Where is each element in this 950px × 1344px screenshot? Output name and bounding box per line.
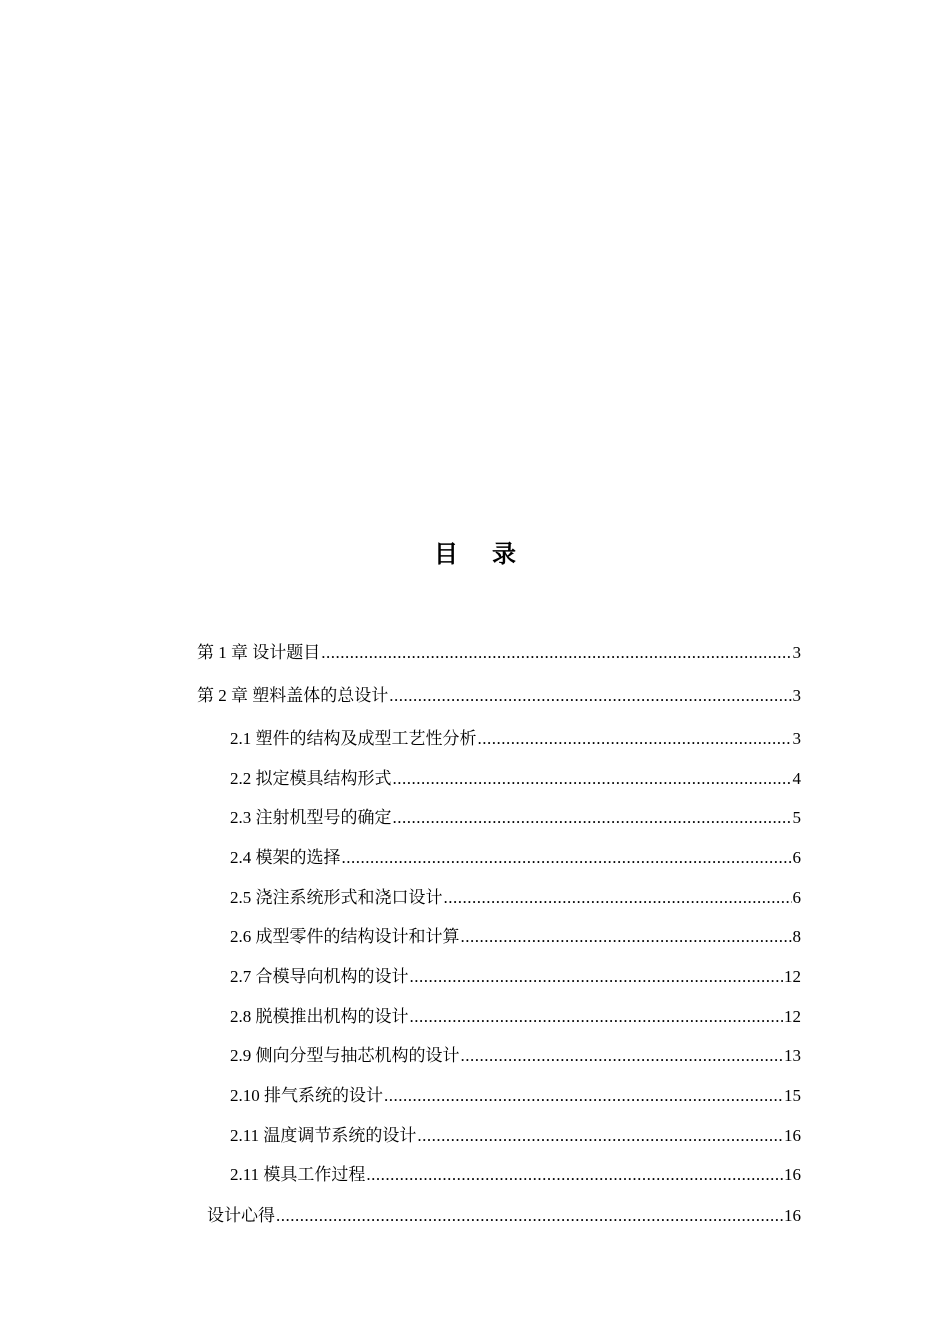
toc-dot-leader <box>341 846 792 870</box>
toc-entry-2-10[interactable] <box>230 1084 801 1108</box>
toc-page-number: 15 <box>784 1086 801 1105</box>
toc-entry-label: 2.8 脱模推出机构的设计 <box>230 1007 409 1026</box>
toc-page-number: 3 <box>792 729 801 748</box>
toc-page-number: 5 <box>792 808 801 827</box>
toc-entry-label: 第 2 章 塑料盖体的总设计 <box>197 686 389 705</box>
toc-dot-leader <box>409 1005 784 1029</box>
toc-entry-label: 2.11 温度调节系统的设计 <box>230 1126 417 1145</box>
toc-dot-leader <box>460 1044 784 1068</box>
toc-page-number: 16 <box>784 1165 801 1184</box>
toc-page-number: 3 <box>792 643 801 662</box>
toc-entry-chapter-1[interactable] <box>197 641 801 665</box>
toc-dot-leader <box>392 806 792 830</box>
toc-dot-leader <box>477 727 792 751</box>
toc-entry-2-6[interactable] <box>230 925 801 949</box>
toc-entry-label: 2.5 浇注系统形式和浇口设计 <box>230 888 443 907</box>
page-title-char-1: 目 <box>434 540 458 568</box>
toc-page-number: 3 <box>792 686 801 705</box>
toc-dot-leader <box>365 1163 783 1187</box>
toc-entry-label: 2.10 排气系统的设计 <box>230 1086 383 1105</box>
toc-entry-2-11[interactable] <box>230 1124 801 1148</box>
toc-entry-label: 2.1 塑件的结构及成型工艺性分析 <box>230 729 477 748</box>
toc-entry-2-9[interactable] <box>230 1044 801 1068</box>
toc-entry-label: 2.2 拟定模具结构形式 <box>230 769 392 788</box>
toc-dot-leader <box>443 886 792 910</box>
toc-page-number: 4 <box>792 769 801 788</box>
toc-dot-leader <box>320 641 791 665</box>
toc-entry-2-5[interactable] <box>230 886 801 910</box>
toc-entry-label: 设计心得 <box>207 1206 275 1225</box>
toc-dot-leader <box>392 767 792 791</box>
toc-entry-chapter-2[interactable] <box>197 684 801 708</box>
toc-dot-leader <box>416 1124 783 1148</box>
toc-dot-leader <box>275 1204 783 1228</box>
toc-page-number: 12 <box>784 967 801 986</box>
toc-entry-2-7[interactable] <box>230 965 801 989</box>
toc-entry-design-reflection[interactable] <box>207 1204 801 1228</box>
toc-page-number: 6 <box>792 848 801 867</box>
toc-dot-leader <box>383 1084 783 1108</box>
toc-entry-label: 2.6 成型零件的结构设计和计算 <box>230 927 460 946</box>
toc-page-number: 13 <box>784 1046 801 1065</box>
toc-entry-label: 2.11 模具工作过程 <box>230 1165 366 1184</box>
toc-page-number: 8 <box>792 927 801 946</box>
toc-entry-2-2[interactable] <box>230 767 801 791</box>
toc-entry-label: 第 1 章 设计题目 <box>197 643 321 662</box>
toc-page-number: 12 <box>784 1007 801 1026</box>
toc-page-number: 16 <box>784 1126 801 1145</box>
toc-entry-label: 2.7 合模导向机构的设计 <box>230 967 409 986</box>
toc-page-number: 16 <box>784 1206 801 1225</box>
toc-entry-2-3[interactable] <box>230 806 801 830</box>
toc-page-number: 6 <box>792 888 801 907</box>
page-title-char-2: 录 <box>492 540 516 568</box>
toc-dot-leader <box>460 925 792 949</box>
toc-entry-2-8[interactable] <box>230 1005 801 1029</box>
toc-dot-leader <box>388 684 791 708</box>
toc-entry-2-4[interactable] <box>230 846 801 870</box>
toc-entry-label: 2.3 注射机型号的确定 <box>230 808 392 827</box>
toc-entry-2-1[interactable] <box>230 727 801 751</box>
toc-entry-label: 2.4 模架的选择 <box>230 848 341 867</box>
toc-entry-2-11b[interactable] <box>230 1163 801 1187</box>
toc-dot-leader <box>409 965 784 989</box>
toc-entry-label: 2.9 侧向分型与抽芯机构的设计 <box>230 1046 460 1065</box>
page-title <box>0 536 950 572</box>
